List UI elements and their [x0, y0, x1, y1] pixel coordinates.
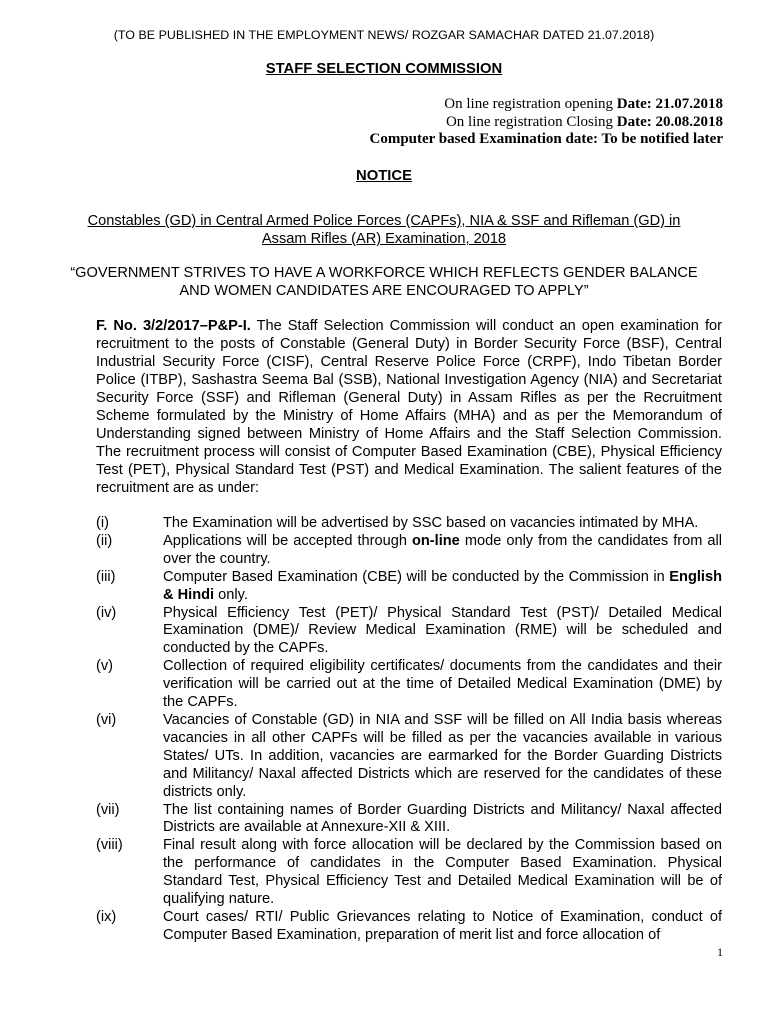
slogan-line-1: “GOVERNMENT STRIVES TO HAVE A WORKFORCE WHICH REFLECTS GENDER BALANCE	[70, 265, 698, 281]
item-number: (v)	[96, 658, 114, 675]
item-number: (viii)	[96, 837, 123, 854]
item-number: (iv)	[96, 604, 117, 621]
cbe-date-text: Computer based Examination date: To be notified later	[369, 131, 723, 148]
opening-date-value: Date: 21.07.2018	[616, 96, 723, 112]
salient-features-list	[96, 515, 722, 945]
exam-title	[0, 212, 768, 248]
item-text: Applications will be accepted through on-line mode only from the candidates from all over the country.	[163, 532, 722, 567]
item-text: Computer Based Examination (CBE) will be conducted by the Commission in English & Hindi only.	[163, 568, 722, 603]
list-item	[96, 658, 722, 712]
item-number: (ii)	[96, 532, 113, 549]
list-item	[96, 605, 722, 659]
item-text: The list containing names of Border Guarding Districts and Militancy/ Naxal affected Districts are available at Annexure-XII & XIII.	[163, 801, 722, 836]
slogan-line-2: AND WOMEN CANDIDATES ARE ENCOURAGED TO APPLY”	[179, 283, 589, 299]
item-text: Physical Efficiency Test (PET)/ Physical Standard Test (PST)/ Detailed Medical Examination (DME)/ Review Medical Examination (RME) will be scheduled and conducted by the CAPFs.	[163, 604, 722, 657]
exam-title-line-1: Constables (GD) in Central Armed Police Forces (CAPFs), NIA & SSF and Rifleman (GD) in	[87, 213, 681, 229]
item-number: (i)	[96, 515, 109, 531]
gender-balance-slogan	[0, 264, 768, 300]
item-number: (ix)	[96, 908, 117, 925]
item-text: Final result along with force allocation will be declared by the Commission based on the performance of candidates in the Computer Based Examination. Physical Standard Test, Physical Efficiency Test and Detailed Medical Examination will be of qualifying nature.	[163, 837, 722, 908]
list-item	[96, 515, 722, 533]
page-title: STAFF SELECTION COMMISSION	[265, 61, 503, 77]
closing-date-line	[370, 114, 724, 132]
page-number: 1	[717, 945, 723, 959]
file-number: F. No. 3/2/2017–P&P-I.	[96, 318, 251, 334]
list-item	[96, 909, 722, 945]
opening-date-line	[370, 96, 724, 114]
list-item	[96, 533, 722, 569]
registration-dates	[370, 96, 724, 149]
item-text: Collection of required eligibility certificates/ documents from the candidates and their verification will be carried out at the time of Detailed Medical Examination (DME) by the CAPFs.	[163, 658, 722, 711]
list-item	[96, 802, 722, 838]
publication-note: (TO BE PUBLISHED IN THE EMPLOYMENT NEWS/ ROZGAR SAMACHAR DATED 21.07.2018)	[113, 28, 655, 42]
closing-date-label: On line registration Closing	[445, 113, 617, 130]
item-number: (vii)	[96, 801, 120, 818]
list-item	[96, 837, 722, 909]
list-item	[96, 569, 722, 605]
notice-heading: NOTICE	[356, 168, 412, 184]
intro-paragraph	[96, 317, 722, 497]
opening-date-label: On line registration opening	[444, 96, 617, 112]
cbe-date-line	[370, 131, 724, 149]
item-text: Court cases/ RTI/ Public Grievances relating to Notice of Examination, conduct of Computer Based Examination, preparation of merit list and force allocation of	[163, 908, 722, 943]
exam-title-line-2: Assam Rifles (AR) Examination, 2018	[261, 231, 507, 248]
item-text: Vacancies of Constable (GD) in NIA and SSF will be filled on All India basis whereas vacancies in all other CAPFs will be filled as per the vacancies available in various States/ UTs. In addition, vacancies are earmarked for the Border Guarding Districts and Militancy/ Naxal affected Districts which are reserved for the candidates of these districts only.	[163, 711, 722, 800]
intro-text: The Staff Selection Commission will conduct an open examination for recruitment to the posts of Constable (General Duty) in Border Security Force (BSF), Central Industrial Security Force (CISF), Central Reserve Police Force (CRPF), Indo Tibetan Border Police (ITBP), Sashastra Seema Bal (SSB), National Investigation Agency (NIA) and Secretariat Security Force (SSF) and Rifleman (General Duty) in Assam Rifles as per the Recruitment Scheme formulated by the Ministry of Home Affairs (MHA) and as per the Memorandum of Understanding signed between Ministry of Home Affairs and the Staff Selection Commission. The recruitment process will consist of Computer Based Examination (CBE), Physical Efficiency Test (PET), Physical Standard Test (PST) and Medical Examination. The salient features of the recruitment are as under:	[96, 318, 722, 496]
list-item	[96, 712, 722, 802]
closing-date-value: Date: 20.08.2018	[616, 113, 723, 130]
item-text: The Examination will be advertised by SSC based on vacancies intimated by MHA.	[163, 515, 699, 531]
item-number: (iii)	[96, 568, 116, 585]
item-number: (vi)	[96, 711, 117, 728]
